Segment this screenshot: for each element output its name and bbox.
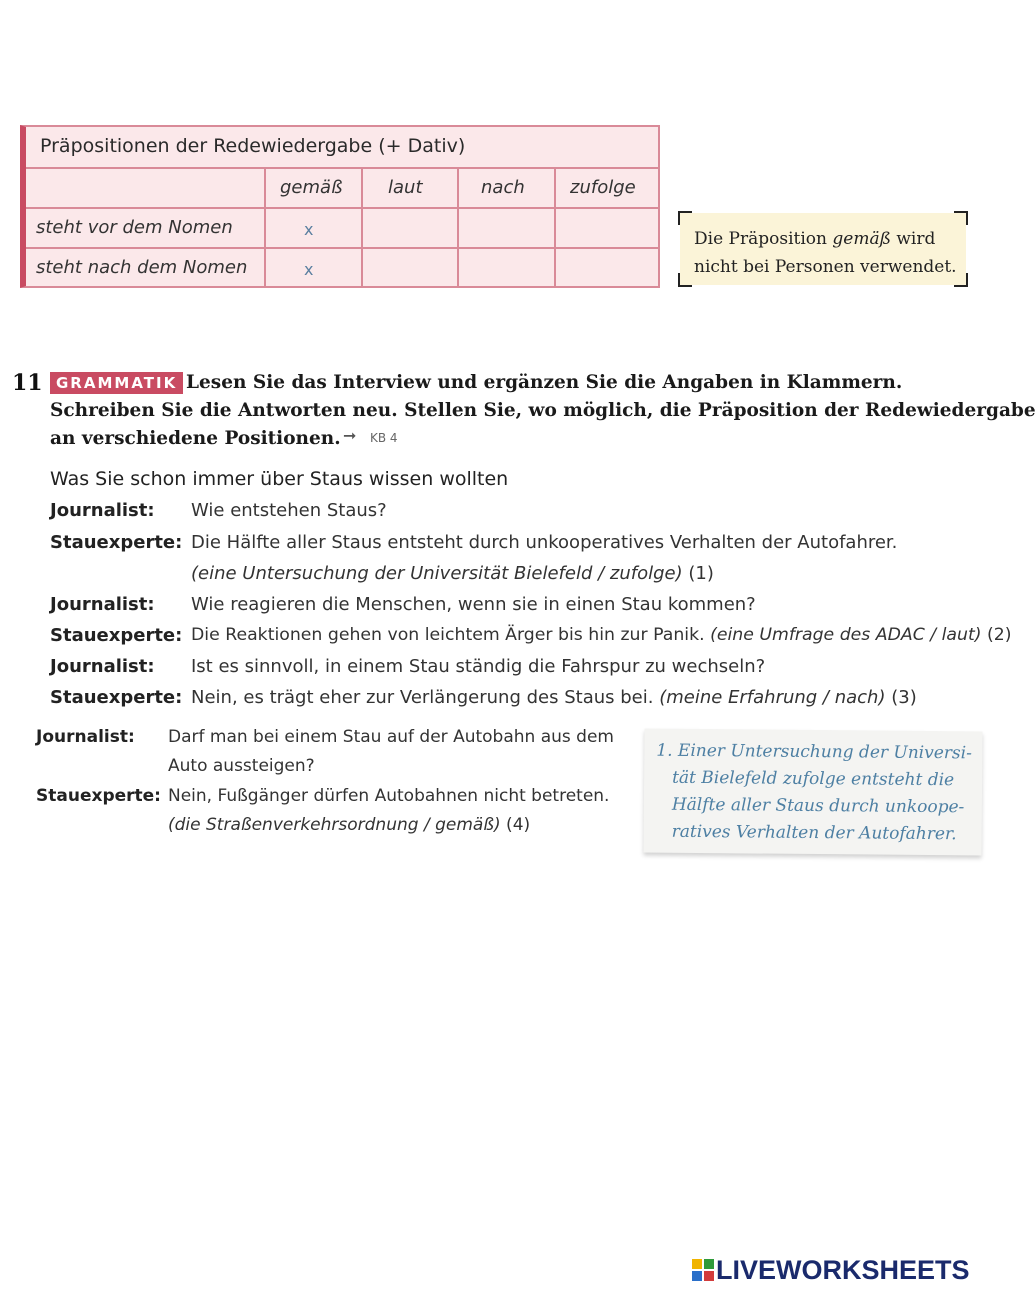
speaker-label: Journalist: [50, 594, 155, 615]
note-text-part: Die Präposition [694, 229, 833, 249]
table-divider [26, 167, 658, 169]
hint-number: (3) [885, 687, 917, 708]
dialogue-text: Wie reagieren die Menschen, wenn sie in einen Stau kommen? [191, 594, 756, 615]
kb-reference: KB 4 [370, 431, 398, 445]
note-text [694, 225, 957, 281]
dialogue-text-part: Nein, es trägt eher zur Verlängerung des Staus bei. [191, 687, 660, 708]
corner-mark [678, 273, 692, 287]
speaker-label: Stauexperte: [50, 625, 183, 646]
row-label-after-noun: steht nach dem Nomen [36, 257, 248, 278]
hint-number: (4) [500, 815, 531, 835]
handwritten-line: tät Bielefeld zufolge entsteht die [672, 767, 955, 791]
speaker-label: Journalist: [50, 500, 155, 521]
logo-text: LIVEWORKSHEETS [716, 1255, 970, 1285]
arrow-icon: ➞ [343, 426, 357, 445]
note-emphasis: gemäß [832, 229, 891, 249]
instruction-line-3: an verschiedene Positionen. [50, 428, 341, 449]
prepositions-table [20, 125, 660, 288]
speaker-label: Journalist: [50, 656, 155, 677]
dialogue-text: Auto aussteigen? [168, 756, 315, 776]
dialogue-text: Die Hälfte aller Staus entsteht durch unkooperatives Verhalten der Autofahrer. [191, 532, 898, 553]
column-header-nach: nach [481, 177, 525, 198]
speaker-label: Journalist: [36, 727, 135, 747]
column-header-zufolge: zufolge [570, 177, 636, 198]
handwritten-answer-card [643, 729, 982, 856]
instruction-line-1: Lesen Sie das Interview und ergänzen Sie die Angaben in Klammern. [186, 372, 903, 393]
dialogue-text: Wie entstehen Staus? [191, 500, 387, 521]
hint-number: (2) [981, 625, 1012, 645]
grammar-badge: GRAMMATIK [50, 372, 183, 394]
dialogue-text: Darf man bei einem Stau auf der Autobahn aus dem [168, 727, 614, 747]
dialogue-text [191, 625, 1011, 645]
dialogue-hint-line [168, 815, 530, 835]
note-text-part: wird [890, 229, 936, 249]
info-note [680, 213, 966, 285]
handwritten-line: ratives Verhalten der Autofahrer. [671, 821, 957, 845]
dialogue-text: Ist es sinnvoll, in einem Stau ständig die Fahrspur zu wechseln? [191, 656, 766, 677]
speaker-label: Stauexperte: [50, 687, 183, 708]
handwritten-line: 1. Einer Untersuchung der Universi- [656, 740, 972, 764]
dialogue-text-part: Die Reaktionen gehen von leichtem Ärger bis hin zur Panik. [191, 625, 711, 645]
hint-text: (eine Umfrage des ADAC / laut) [710, 625, 982, 645]
instruction-line-2: Schreiben Sie die Antworten neu. Stellen Sie, wo möglich, die Präposition der Redewiedergabe [50, 400, 1036, 421]
handwritten-line: Hälfte aller Staus durch unkoope- [671, 794, 965, 818]
hint-text: (meine Erfahrung / nach) [659, 687, 886, 708]
table-divider [361, 167, 363, 286]
dialogue-hint-line [191, 563, 714, 584]
column-header-laut: laut [388, 177, 423, 198]
column-header-gemaess: gemäß [280, 177, 343, 198]
hint-text: (die Straßenverkehrsordnung / gemäß) [168, 815, 501, 835]
speaker-label: Stauexperte: [50, 532, 183, 553]
hint-text: (eine Untersuchung der Universität Bielefeld / zufolge) [191, 563, 683, 584]
liveworksheets-icon [692, 1259, 714, 1281]
speaker-label: Stauexperte: [36, 786, 161, 806]
hint-number: (1) [682, 563, 714, 584]
table-divider [264, 167, 266, 286]
row-label-before-noun: steht vor dem Nomen [36, 217, 233, 238]
corner-mark [954, 211, 968, 225]
table-divider [26, 207, 658, 209]
answer-cell-mark[interactable]: x [304, 220, 314, 239]
interview-title: Was Sie schon immer über Staus wissen wollten [50, 468, 509, 490]
dialogue-text [191, 687, 917, 708]
exercise-number: 11 [12, 370, 43, 396]
note-line-2: nicht bei Personen verwendet. [694, 257, 957, 277]
table-title: Präpositionen der Redewiedergabe (+ Dativ) [40, 135, 466, 157]
table-divider [457, 167, 459, 286]
table-divider [26, 247, 658, 249]
table-divider [554, 167, 556, 286]
answer-cell-mark[interactable]: x [304, 260, 314, 279]
dialogue-text: Nein, Fußgänger dürfen Autobahnen nicht betreten. [168, 786, 610, 806]
corner-mark [678, 211, 692, 225]
